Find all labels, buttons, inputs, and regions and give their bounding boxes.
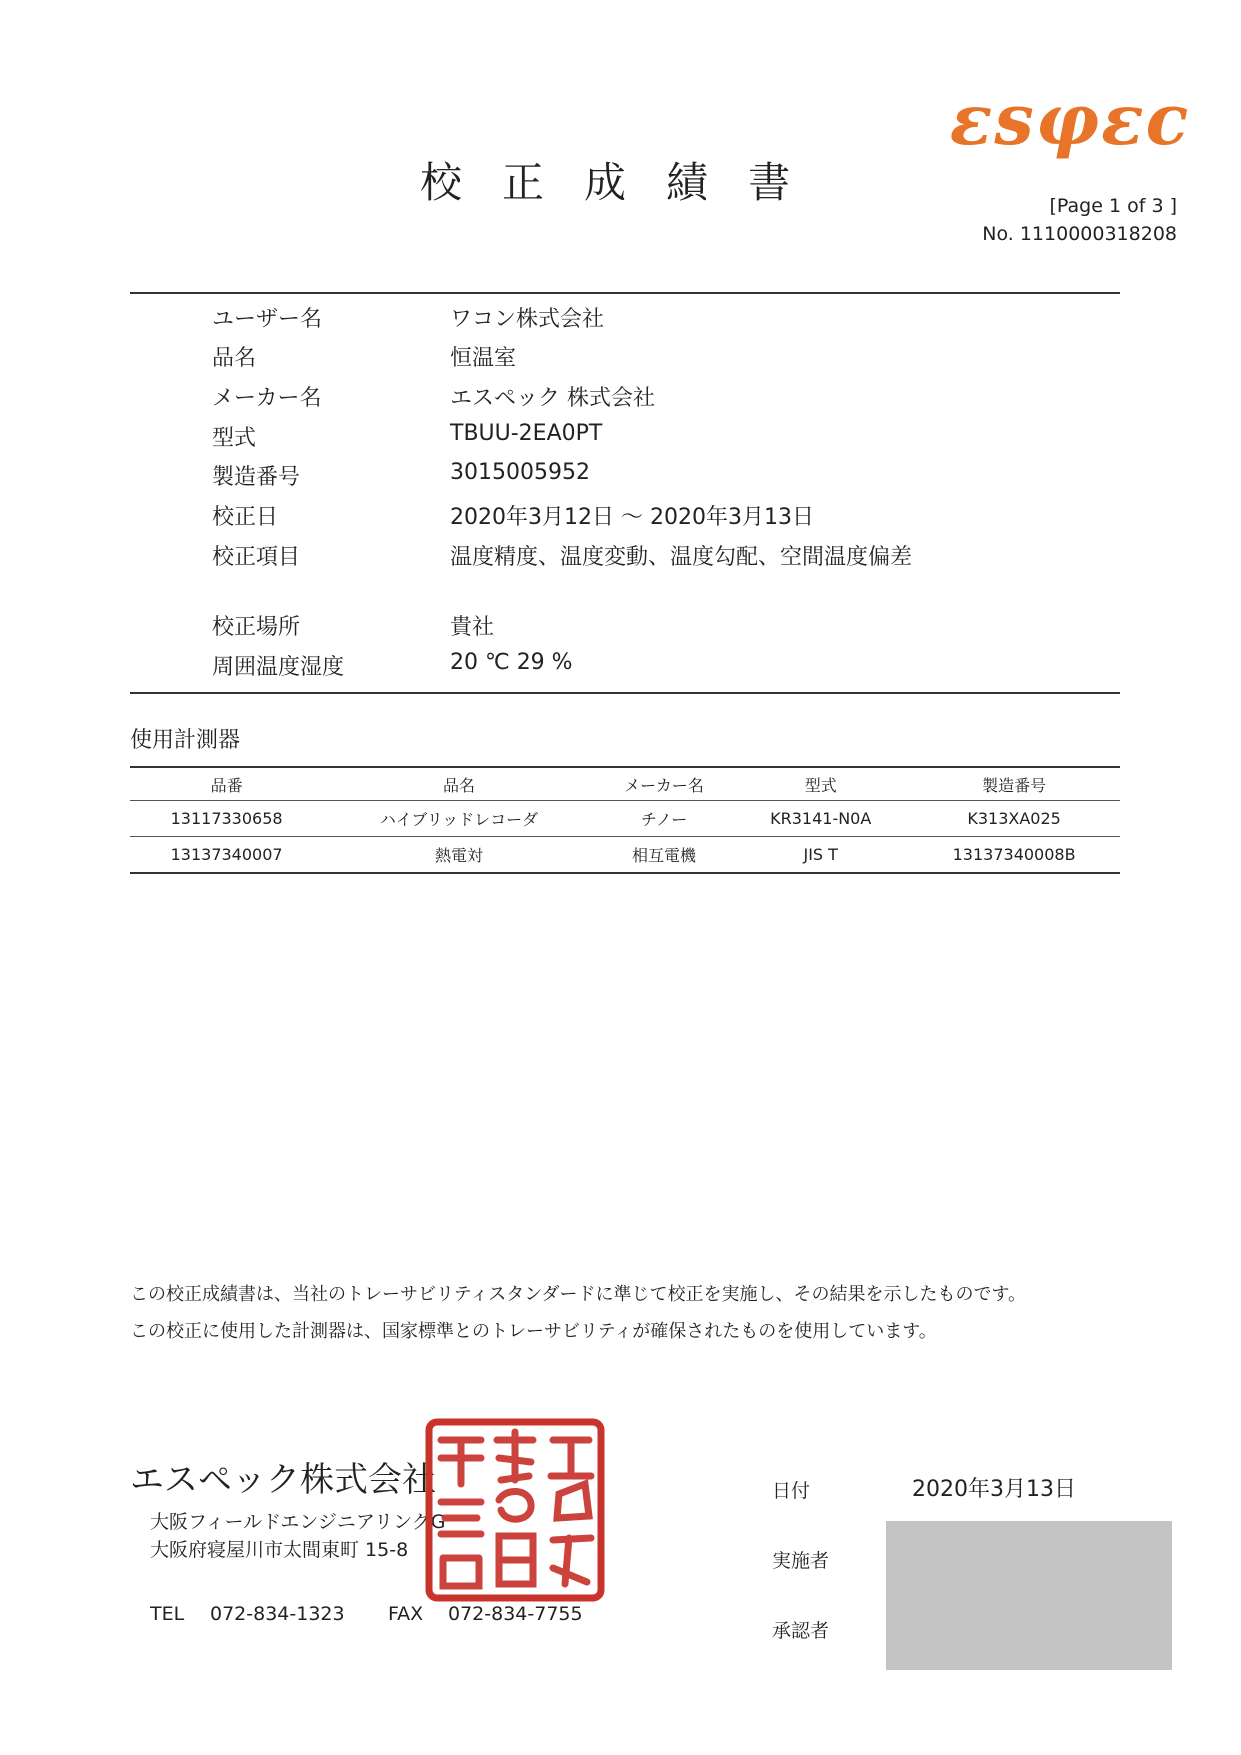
col-header: 品番 — [130, 767, 323, 801]
table-cell: 熱電対 — [323, 837, 595, 874]
info-value-ambient: 20 ℃ 29 % — [450, 650, 573, 675]
espec-logo — [950, 78, 1190, 188]
info-label-model: 型式 — [212, 426, 257, 451]
table-row — [130, 801, 1120, 837]
info-value-cal-items: 温度精度、温度変動、温度勾配、空間温度偏差 — [450, 545, 913, 570]
company-seal — [425, 1418, 605, 1602]
table-cell: 相互電機 — [595, 837, 733, 874]
title-char: 校 — [420, 158, 465, 207]
title-char: 正 — [502, 158, 547, 207]
info-label-cal-date: 校正日 — [212, 505, 279, 530]
table-cell: K313XA025 — [908, 801, 1120, 837]
info-label-user: ユーザー名 — [212, 307, 323, 332]
performer-label: 実施者 — [772, 1550, 830, 1572]
divider — [130, 292, 1120, 294]
col-header: メーカー名 — [595, 767, 733, 801]
table-cell: JIS T — [733, 837, 908, 874]
date-label: 日付 — [772, 1480, 811, 1502]
instruments-title: 使用計測器 — [130, 728, 241, 753]
info-value-product: 恒温室 — [450, 346, 517, 371]
tel-label: TEL — [150, 1603, 185, 1625]
fax-number: 072-834-7755 — [448, 1603, 583, 1625]
info-label-product: 品名 — [212, 346, 257, 371]
issuer-company: エスペック株式会社 — [130, 1460, 436, 1500]
table-cell: チノー — [595, 801, 733, 837]
certificate-number: No. 1110000318208 — [982, 223, 1177, 245]
traceability-note: この校正成績書は、当社のトレーサビリティスタンダードに準じて校正を実施し、その結果を示したものです。 — [130, 1284, 1027, 1305]
page-indicator: [Page 1 of 3 ] — [1049, 195, 1177, 217]
divider — [130, 692, 1120, 694]
col-header: 製造番号 — [908, 767, 1120, 801]
traceability-note: この校正に使用した計測器は、国家標準とのトレーサビリティが確保されたものを使用しています。 — [130, 1321, 937, 1342]
info-value-cal-date: 2020年3月12日 ～ 2020年3月13日 — [450, 505, 814, 530]
fax-label: FAX — [388, 1603, 424, 1625]
info-value-user: ワコン株式会社 — [450, 307, 605, 332]
col-header: 型式 — [733, 767, 908, 801]
info-label-maker: メーカー名 — [212, 386, 322, 411]
issuer-department: 大阪フィールドエンジニアリングG — [150, 1511, 446, 1533]
info-value-serial: 3015005952 — [450, 460, 590, 485]
info-label-serial: 製造番号 — [212, 465, 301, 490]
title-char: 成 — [584, 158, 629, 207]
approver-label: 承認者 — [772, 1620, 830, 1642]
instruments-table — [130, 766, 1120, 874]
table-cell: 13117330658 — [130, 801, 323, 837]
info-value-model: TBUU-2EA0PT — [450, 421, 603, 446]
title-char: 績 — [666, 158, 711, 207]
title-char: 書 — [748, 158, 793, 207]
issuer-address: 大阪府寝屋川市太間東町 15-8 — [150, 1539, 409, 1561]
tel-number: 072-834-1323 — [210, 1603, 345, 1625]
redacted-signatures — [886, 1521, 1172, 1670]
table-cell: KR3141-N0A — [733, 801, 908, 837]
table-cell: ハイブリッドレコーダ — [323, 801, 595, 837]
table-cell: 13137340007 — [130, 837, 323, 874]
info-label-ambient: 周囲温度湿度 — [212, 655, 345, 680]
col-header: 品名 — [323, 767, 595, 801]
signoff-date: 2020年3月13日 — [912, 1477, 1076, 1502]
table-header-row — [130, 767, 1120, 801]
info-value-cal-location: 貴社 — [450, 615, 495, 640]
svg-text:εsφεc: εsφεc — [950, 78, 1190, 161]
info-value-maker: エスペック 株式会社 — [450, 386, 655, 411]
table-row — [130, 837, 1120, 874]
table-cell: 13137340008B — [908, 837, 1120, 874]
info-label-cal-location: 校正場所 — [212, 615, 301, 640]
document-title — [420, 150, 820, 210]
info-label-cal-items: 校正項目 — [212, 545, 301, 570]
